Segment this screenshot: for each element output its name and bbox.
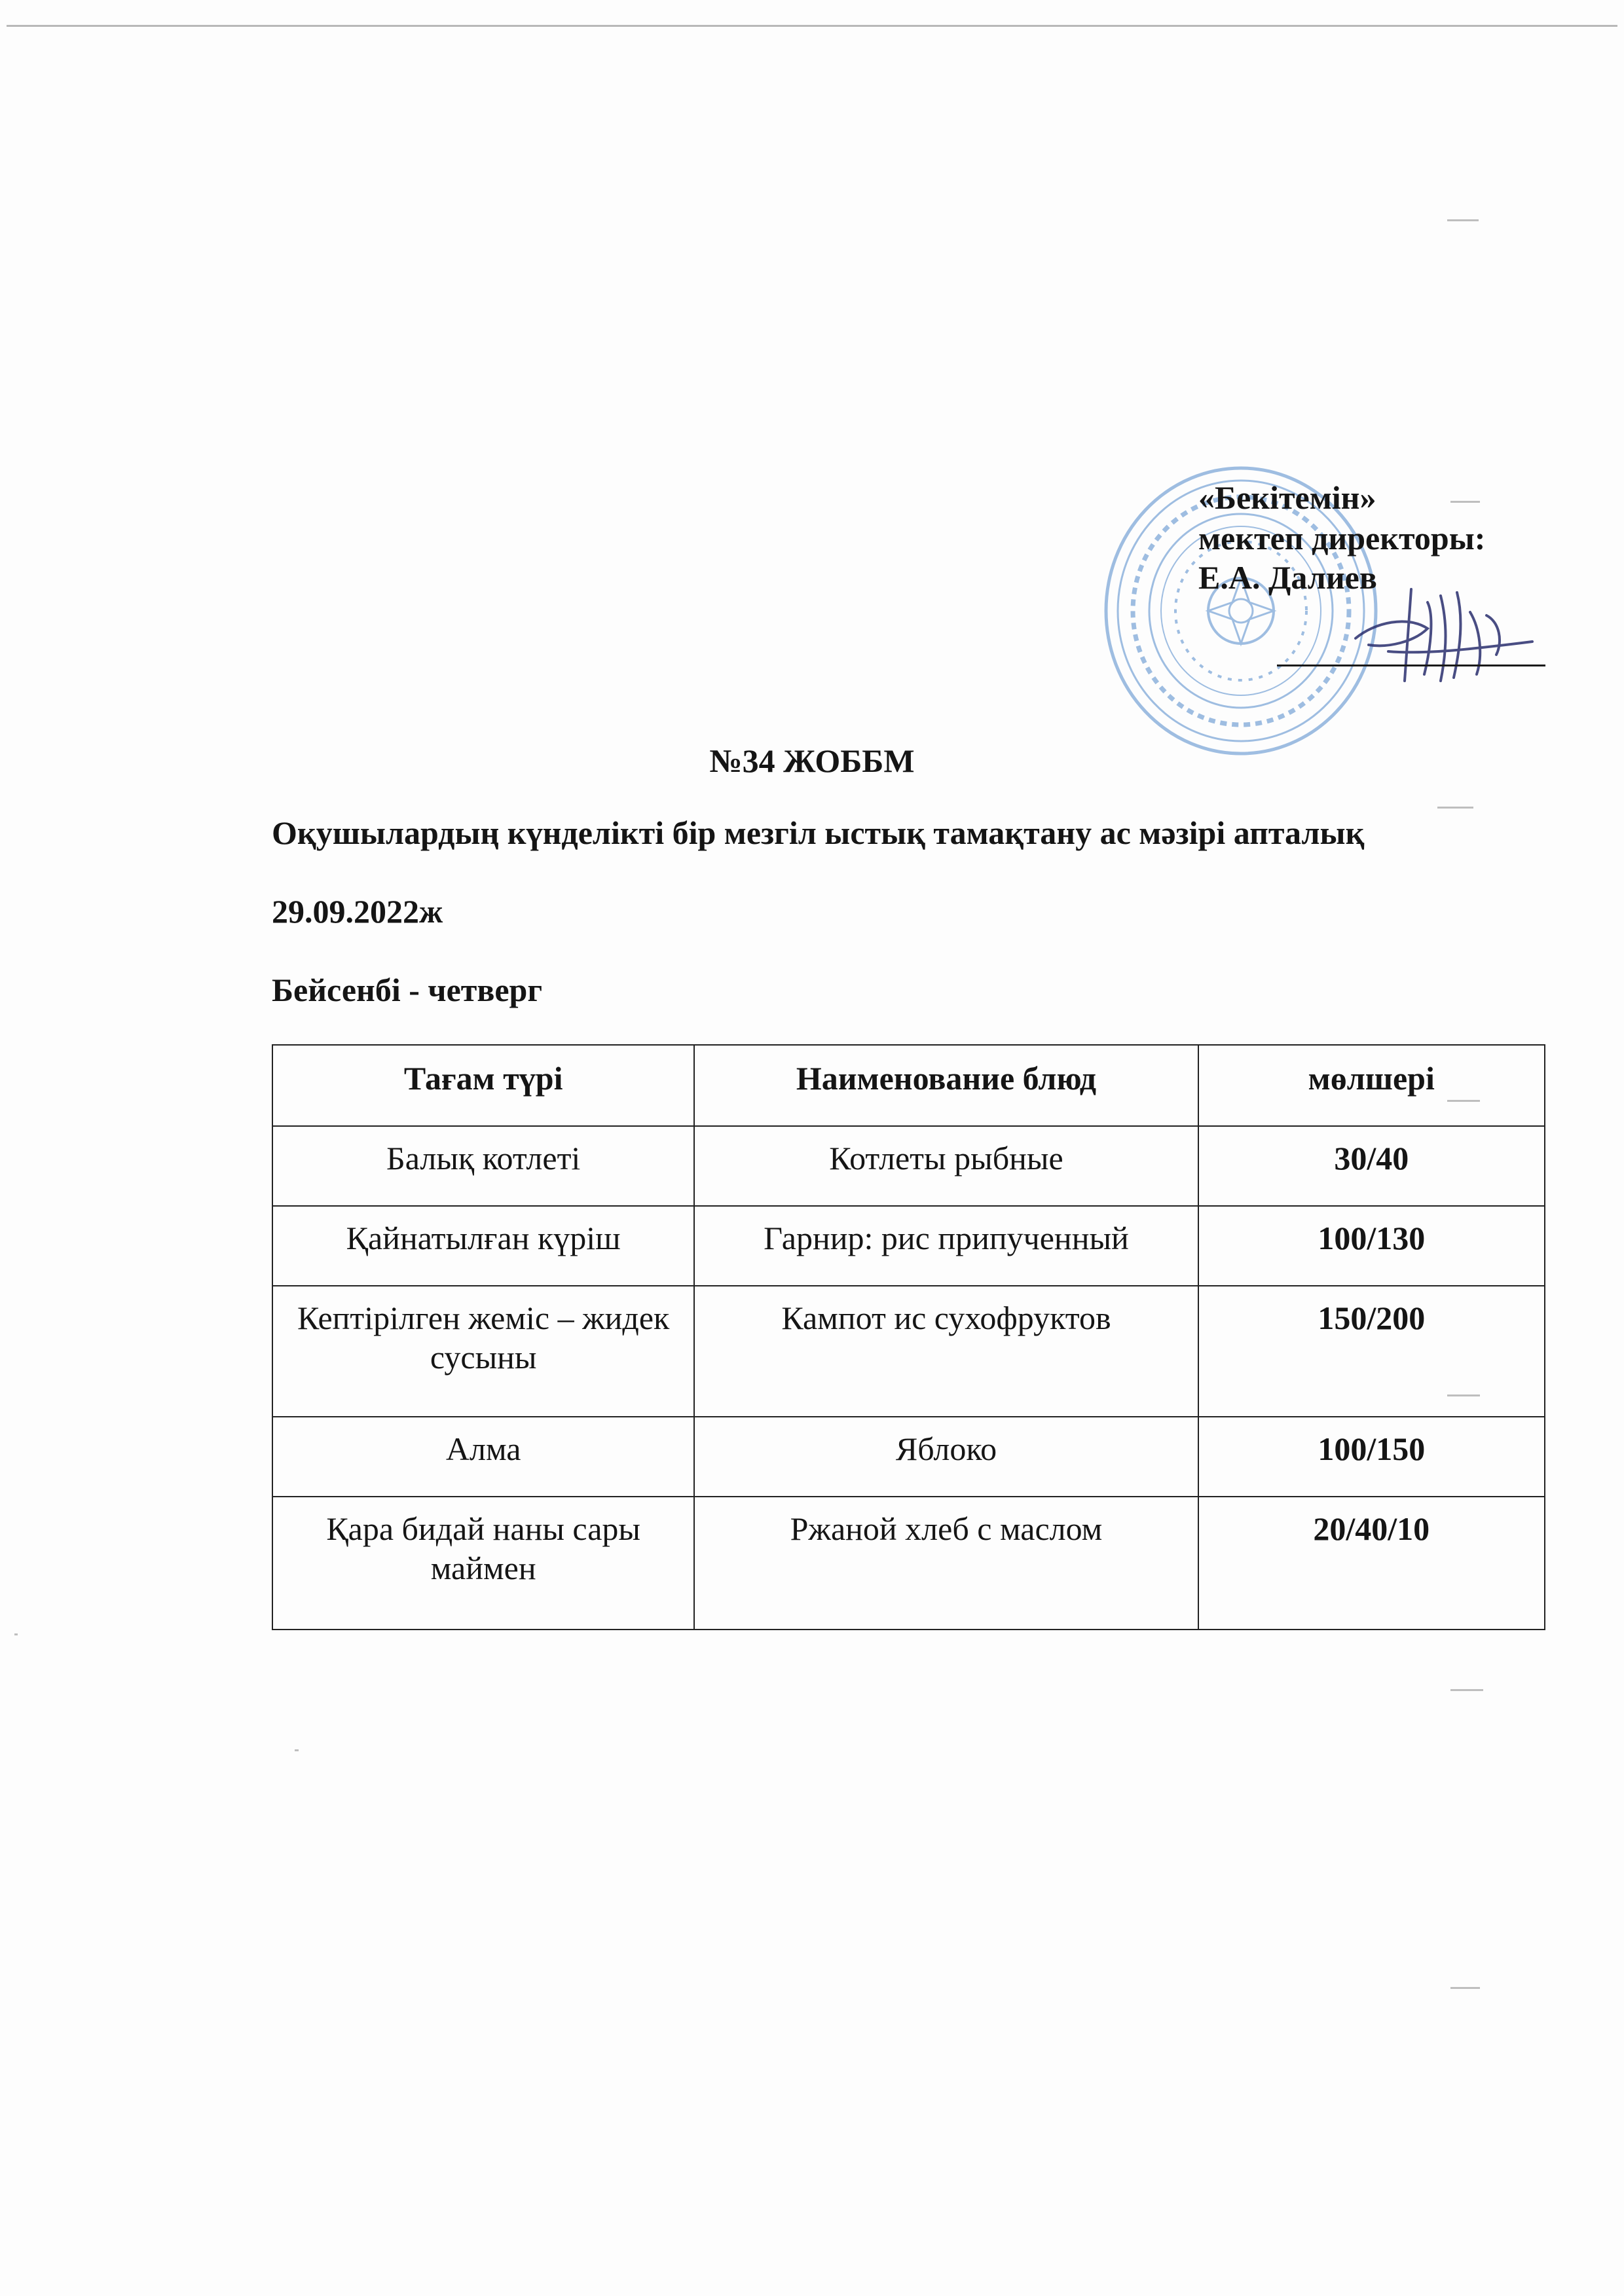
- cell-dish-type: Балық котлеті: [272, 1126, 694, 1206]
- scan-speck: [14, 1633, 18, 1635]
- cell-dish-name: Ржаной хлеб с маслом: [694, 1497, 1198, 1630]
- signature-line: [1277, 665, 1545, 666]
- school-name: №34 ЖОББМ: [709, 742, 915, 779]
- menu-weekday: Бейсенбі - четверг: [272, 972, 543, 1008]
- menu-title: Оқушылардың күнделікті бір мезгіл ыстық тамақтану ас мәзірі апталық: [272, 814, 1365, 851]
- approval-director-name: Е.А. Далиев: [1198, 559, 1377, 596]
- cell-quantity: 100/150: [1198, 1417, 1545, 1497]
- scan-edge-line: [7, 25, 1617, 27]
- cell-quantity: 150/200: [1198, 1286, 1545, 1417]
- scan-speck: [1450, 1987, 1480, 1989]
- scan-speck: [1450, 1689, 1483, 1691]
- menu-table: [272, 1044, 1545, 1630]
- table-row: [272, 1497, 1545, 1630]
- approval-position: мектеп директоры:: [1198, 520, 1486, 556]
- table-header-row: [272, 1045, 1545, 1126]
- cell-quantity: 30/40: [1198, 1126, 1545, 1206]
- cell-dish-type: Алма: [272, 1417, 694, 1497]
- cell-quantity: 20/40/10: [1198, 1497, 1545, 1630]
- header-dish-type: Тағам түрі: [272, 1045, 694, 1126]
- scan-speck: [1437, 807, 1473, 809]
- scan-speck: [1447, 219, 1479, 221]
- cell-dish-name: Гарнир: рис припученный: [694, 1206, 1198, 1286]
- table-row: [272, 1417, 1545, 1497]
- approval-block: [1198, 478, 1565, 597]
- header-dish-name: Наименование блюд: [694, 1045, 1198, 1126]
- cell-dish-name: Кампот ис сухофруктов: [694, 1286, 1198, 1417]
- cell-dish-type: Қайнатылған күріш: [272, 1206, 694, 1286]
- cell-dish-name: Котлеты рыбные: [694, 1126, 1198, 1206]
- approval-title: «Бекітемін»: [1198, 479, 1376, 516]
- table-row: [272, 1126, 1545, 1206]
- cell-dish-name: Яблоко: [694, 1417, 1198, 1497]
- scan-speck: [295, 1749, 299, 1751]
- header-quantity: мөлшері: [1198, 1045, 1545, 1126]
- table-row: [272, 1286, 1545, 1417]
- table-row: [272, 1206, 1545, 1286]
- cell-dish-type: Кептірілген жеміс – жидек сусыны: [272, 1286, 694, 1417]
- cell-quantity: 100/130: [1198, 1206, 1545, 1286]
- cell-dish-type: Қара бидай наны сары маймен: [272, 1497, 694, 1630]
- menu-date: 29.09.2022ж: [272, 893, 443, 930]
